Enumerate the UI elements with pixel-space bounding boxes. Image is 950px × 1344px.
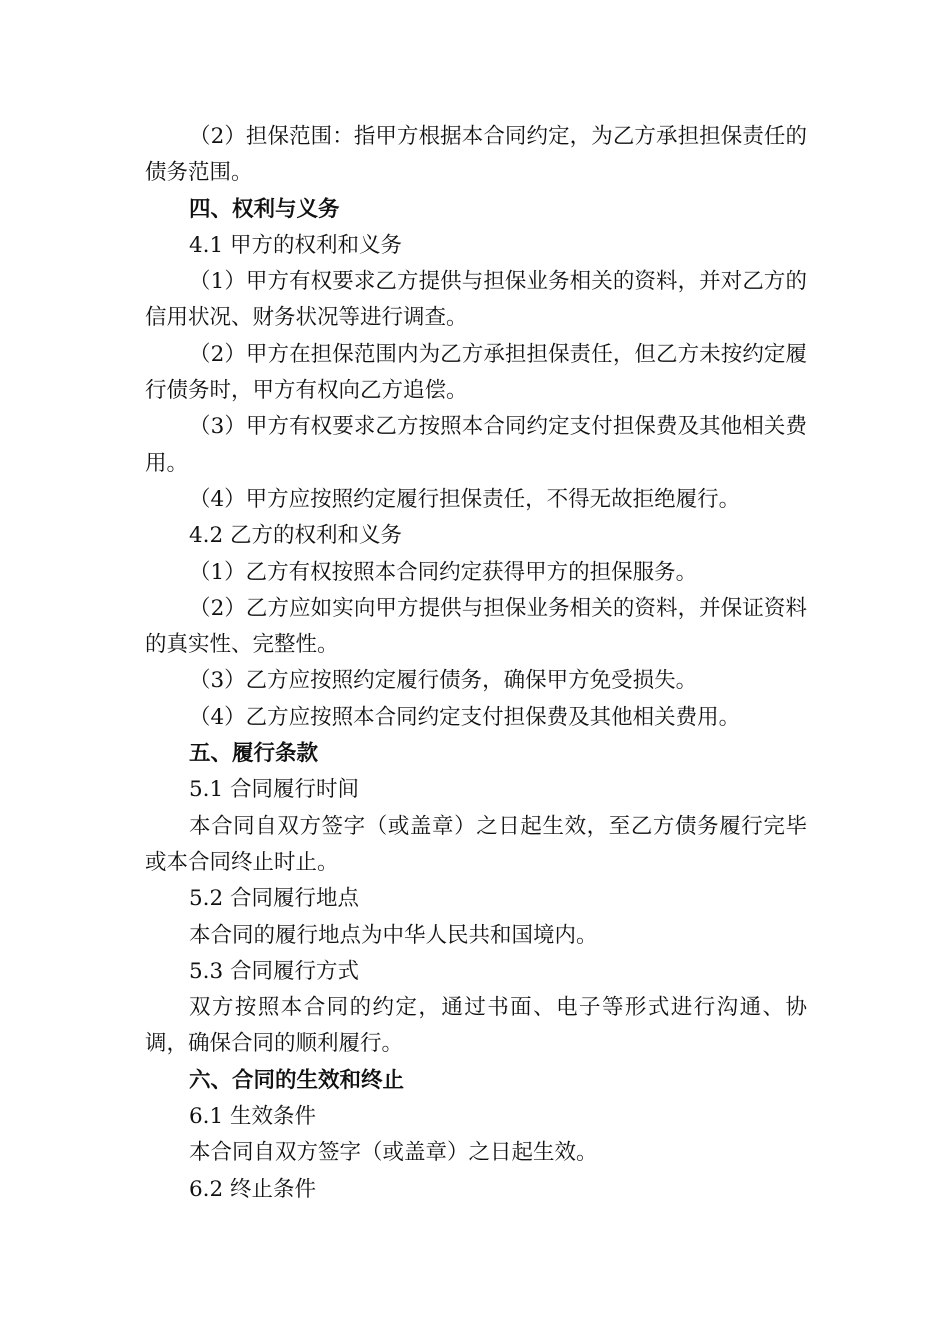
clause-paragraph: 本合同自双方签字（或盖章）之日起生效。	[189, 1140, 598, 1166]
document-page	[145, 119, 807, 1208]
clause-paragraph: （4）甲方应按照约定履行担保责任，不得无故拒绝履行。	[189, 486, 741, 512]
clause-paragraph: （3）乙方应按照约定履行债务，确保甲方免受损失。	[189, 668, 698, 694]
clause-paragraph: （3）甲方有权要求乙方按照本合同约定支付担保费及其他相关费用。	[145, 414, 807, 476]
clause-paragraph: （2）乙方应如实向甲方提供与担保业务相关的资料，并保证资料的真实性、完整性。	[145, 595, 807, 658]
section-heading: 四、权利与义务	[189, 196, 340, 222]
subsection-title: 4.2 乙方的权利和义务	[189, 523, 403, 549]
subsection-title: 5.2 合同履行地点	[189, 886, 360, 912]
clause-paragraph: 本合同的履行地点为中华人民共和国境内。	[189, 922, 598, 948]
subsection-title: 5.1 合同履行时间	[189, 777, 360, 803]
clause-paragraph: 双方按照本合同的约定，通过书面、电子等形式进行沟通、协调，确保合同的顺利履行。	[145, 995, 807, 1057]
subsection-title: 6.2 终止条件	[189, 1176, 317, 1202]
subsection-title: 4.1 甲方的权利和义务	[189, 232, 403, 258]
clause-paragraph: （2）担保范围：指甲方根据本合同约定，为乙方承担担保责任的债务范围。	[145, 124, 807, 186]
clause-paragraph: 本合同自双方签字（或盖章）之日起生效，至乙方债务履行完毕或本合同终止时止。	[145, 813, 807, 875]
clause-paragraph: （1）乙方有权按照本合同约定获得甲方的担保服务。	[189, 559, 698, 585]
clause-paragraph: （4）乙方应按照本合同约定支付担保费及其他相关费用。	[189, 704, 741, 730]
section-heading: 六、合同的生效和终止	[189, 1067, 405, 1093]
subsection-title: 5.3 合同履行方式	[189, 958, 360, 984]
section-heading: 五、履行条款	[189, 741, 319, 767]
clause-paragraph: （1）甲方有权要求乙方提供与担保业务相关的资料，并对乙方的信用状况、财务状况等进行调查。	[145, 269, 807, 331]
subsection-title: 6.1 生效条件	[189, 1104, 317, 1130]
clause-paragraph: （2）甲方在担保范围内为乙方承担担保责任，但乙方未按约定履行债务时，甲方有权向乙方追偿。	[145, 341, 807, 404]
